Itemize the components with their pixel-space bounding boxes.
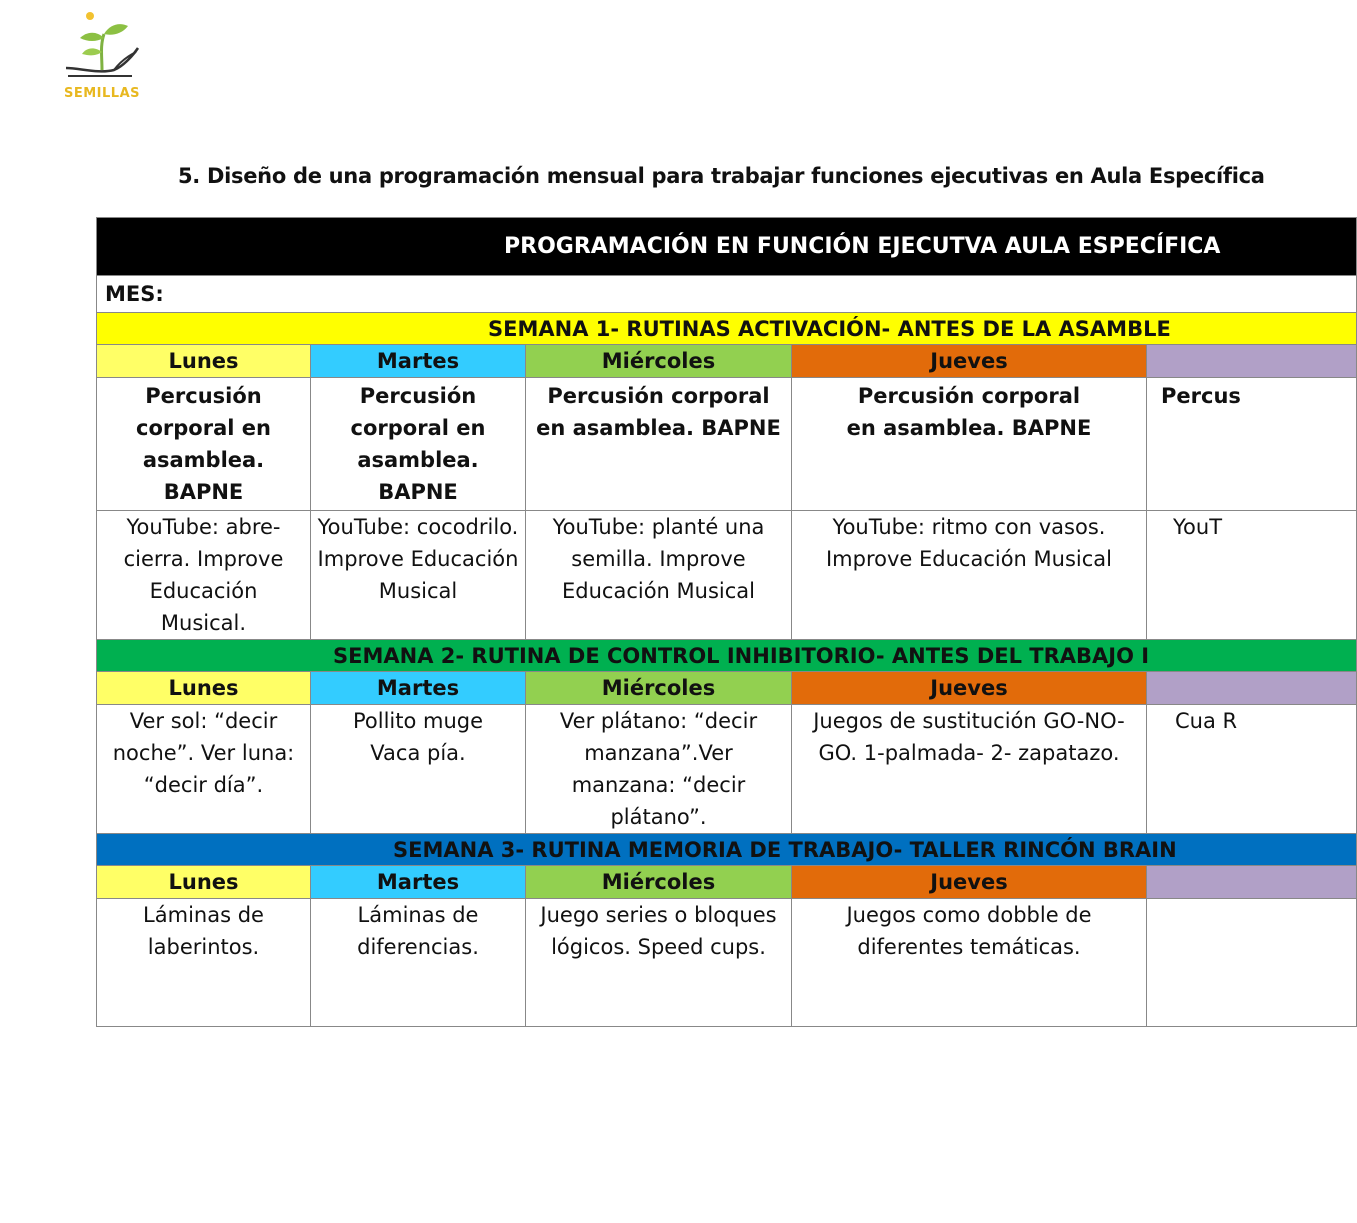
table-title: PROGRAMACIÓN EN FUNCIÓN EJECUTVA AULA ESPECÍFICA: [97, 218, 1357, 276]
activity-cell: YouTube: ritmo con vasos. Improve Educación Musical: [792, 511, 1147, 640]
activity-cell: Juegos de sustitución GO-NO-GO. 1-palmada- 2- zapatazo.: [792, 705, 1147, 834]
activity-cell: Ver sol: “decir noche”. Ver luna: “decir día”.: [97, 705, 311, 834]
activity-cell: Ver plátano: “decir manzana”.Ver manzana: “decir plátano”.: [526, 705, 792, 834]
day-header-jueves: Jueves: [792, 345, 1147, 378]
activity-cell: Láminas de diferencias.: [311, 899, 526, 1027]
programacion-table: [96, 217, 1356, 1027]
activity-cell: Percusión corporal en asamblea. BAPNE: [792, 378, 1147, 511]
day-header-viernes: [1147, 866, 1357, 899]
day-header-martes: Martes: [311, 866, 526, 899]
activity-cell: YouTube: abre-cierra. Improve Educación Musical.: [97, 511, 311, 640]
week-2-title: SEMANA 2- RUTINA DE CONTROL INHIBITORIO- ANTES DEL TRABAJO I: [97, 640, 1357, 672]
day-header-lunes: Lunes: [97, 345, 311, 378]
day-header-miercoles: Miércoles: [526, 866, 792, 899]
day-header-lunes: Lunes: [97, 866, 311, 899]
activity-cell: Juegos como dobble de diferentes temáticas.: [792, 899, 1147, 1027]
logo-wordmark: SEMILLAS: [63, 86, 140, 101]
activity-cell: [1147, 899, 1357, 1027]
day-header-viernes: [1147, 345, 1357, 378]
activity-cell: Percusión corporal en asamblea. BAPNE: [97, 378, 311, 511]
activity-cell: YouTube: planté una semilla. Improve Educación Musical: [526, 511, 792, 640]
week-1-title: SEMANA 1- RUTINAS ACTIVACIÓN- ANTES DE LA ASAMBLE: [97, 313, 1357, 345]
week-3-title: SEMANA 3- RUTINA MEMORIA DE TRABAJO- TALLER RINCÓN BRAIN: [97, 834, 1357, 866]
activity-cell: Percusión corporal en asamblea. BAPNE: [311, 378, 526, 511]
activity-cell: Juego series o bloques lógicos. Speed cups.: [526, 899, 792, 1027]
mes-label: MES:: [97, 276, 1357, 313]
activity-cell: Pollito muge Vaca pía.: [311, 705, 526, 834]
semillas-logo: [58, 8, 146, 108]
day-header-miercoles: Miércoles: [526, 672, 792, 705]
day-header-miercoles: Miércoles: [526, 345, 792, 378]
activity-cell: YouT: [1147, 511, 1357, 640]
seedling-hand-icon: [58, 8, 146, 88]
activity-cell: Percus: [1147, 378, 1357, 511]
day-header-jueves: Jueves: [792, 672, 1147, 705]
activity-cell: Cua R: [1147, 705, 1357, 834]
day-header-viernes: [1147, 672, 1357, 705]
activity-cell: Percusión corporal en asamblea. BAPNE: [526, 378, 792, 511]
activity-cell: YouTube: cocodrilo. Improve Educación Musical: [311, 511, 526, 640]
day-header-martes: Martes: [311, 345, 526, 378]
activity-cell: Láminas de laberintos.: [97, 899, 311, 1027]
section-heading: 5. Diseño de una programación mensual para trabajar funciones ejecutivas en Aula Específica: [178, 164, 1265, 188]
day-header-lunes: Lunes: [97, 672, 311, 705]
day-header-martes: Martes: [311, 672, 526, 705]
day-header-jueves: Jueves: [792, 866, 1147, 899]
